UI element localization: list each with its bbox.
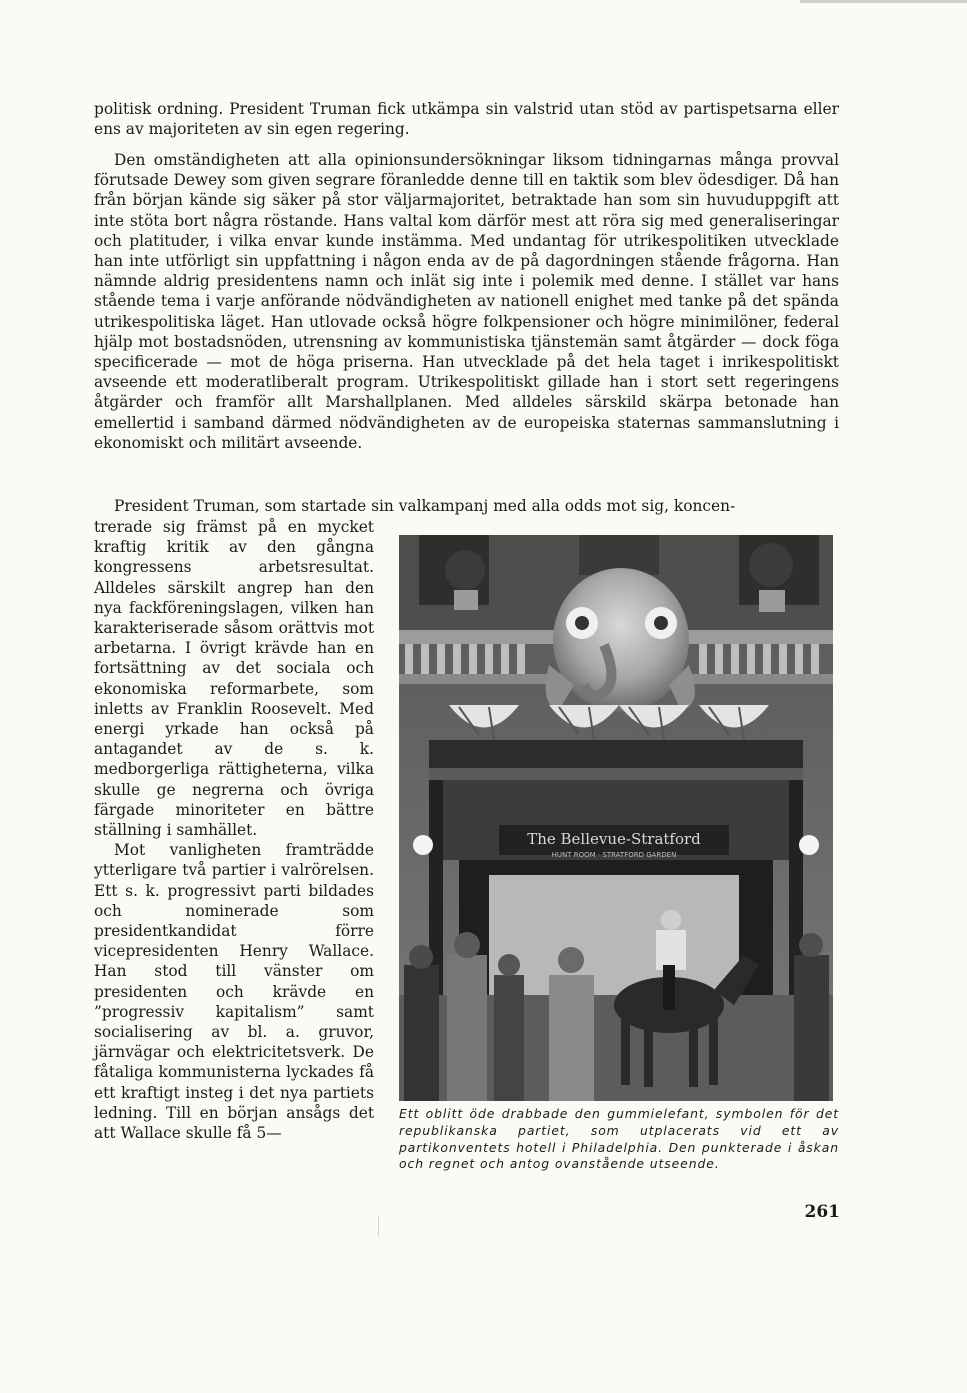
paragraph-3-lead: President Truman, som startade sin valkampanj med alla odds mot sig, koncen-	[114, 497, 736, 515]
scan-mark	[378, 1215, 379, 1237]
page-number: 261	[804, 1202, 840, 1222]
scan-edge	[800, 0, 967, 3]
photo-sign: The Bellevue-Stratford	[527, 830, 701, 848]
photo-subsign: HUNT ROOM · STRATFORD GARDEN	[551, 851, 677, 859]
paragraph-4: Mot vanligheten framträdde ytterligare två partier i valrörelsen. Ett s. k. progressivt parti bildades och nominerade som presidentkandidat förre vicepresidenten Henry Wallace. Han stod till vänster om presidenten och krävde en ”progressiv kapitalism” samt socialisering av bl. a. gruvor, järnvägar och elektricitetsverk. De fåtaliga kommunisterna lyckades få ett kraftigt insteg i det nya partiets ledning. Till en början ansågs det att Wallace skulle få 5—	[94, 841, 374, 1143]
paragraph-2: Den omständigheten att alla opinionsundersökningar liksom tidningarnas många provval förutsade Dewey som given segrare föranledde denne till en taktik som blev ödesdiger. Då han från början kände sig säker på stor väljarmajoritet, betraktade han som sin huvuduppgift att inte stöta bort några röstande. Hans valtal kom därför mest att röra sig med generaliseringar och platituder, i vilka envar kunde instämma. Med undantag för utrikespolitiken utvecklade han inte utförligt sin uppfattning i någon enda av de på dagordningen stående frågorna. Han nämnde aldrig presidentens namn och inlät sig inte i polemik med denne. I stället var hans stående tema i varje anförande nödvändigheten av nationell enighet med tanke på det spända utrikespolitiska läget. Han utlovade också högre folkpensioner och högre minimilöner, federal hjälp mot bostadsnöden, utrensning av kommunistiska tjänstemän samt åtgärder — dock föga specificerade — mot de höga priserna. Han utvecklade på det hela taget i inrikespolitiskt avseende ett moderatliberalt program. Utrikespolitiskt gillade han i stort sett regeringens åtgärder och framför allt Marshallplanen. Med alldeles särskild skärpa betonade han emellertid i samband därmed nödvändigheten av de europeiska staternas sammanslutning i ekonomiskt och militärt avseende.	[94, 151, 839, 452]
photo-caption: Ett oblitt öde drabbade den gummielefant, symbolen för det republikanska partiet, som utplacerats vid ett av partikonventets hotell i Philadelphia. Den punkterade i åskan och regnet och antog ovanstående utseende.	[399, 1106, 839, 1172]
paragraph-1: politisk ordning. President Truman fick utkämpa sin valstrid utan stöd av partispetsarna eller ens av majoriteten av sin egen regering.	[94, 100, 839, 139]
hotel-photo	[399, 535, 833, 1101]
left-column	[94, 517, 374, 1143]
paragraph-3-continued: trerade sig främst på en mycket kraftig kritik av den gångna kongressens arbetsresultat. Alldeles särskilt angrep han den nya fackföreningslagen, vilken han karakteriserade såsom orättvis mot arbetarna. I övrigt krävde han en fortsättning av det sociala och ekonomiska reformarbete, som inletts av Franklin Roosevelt. Med energi yrkade han också på antagandet av de s. k. medborgerliga rättigheterna, vilka skulle ge negrerna och övriga färgade minoriteter en bättre ställning i samhället.	[94, 518, 374, 840]
